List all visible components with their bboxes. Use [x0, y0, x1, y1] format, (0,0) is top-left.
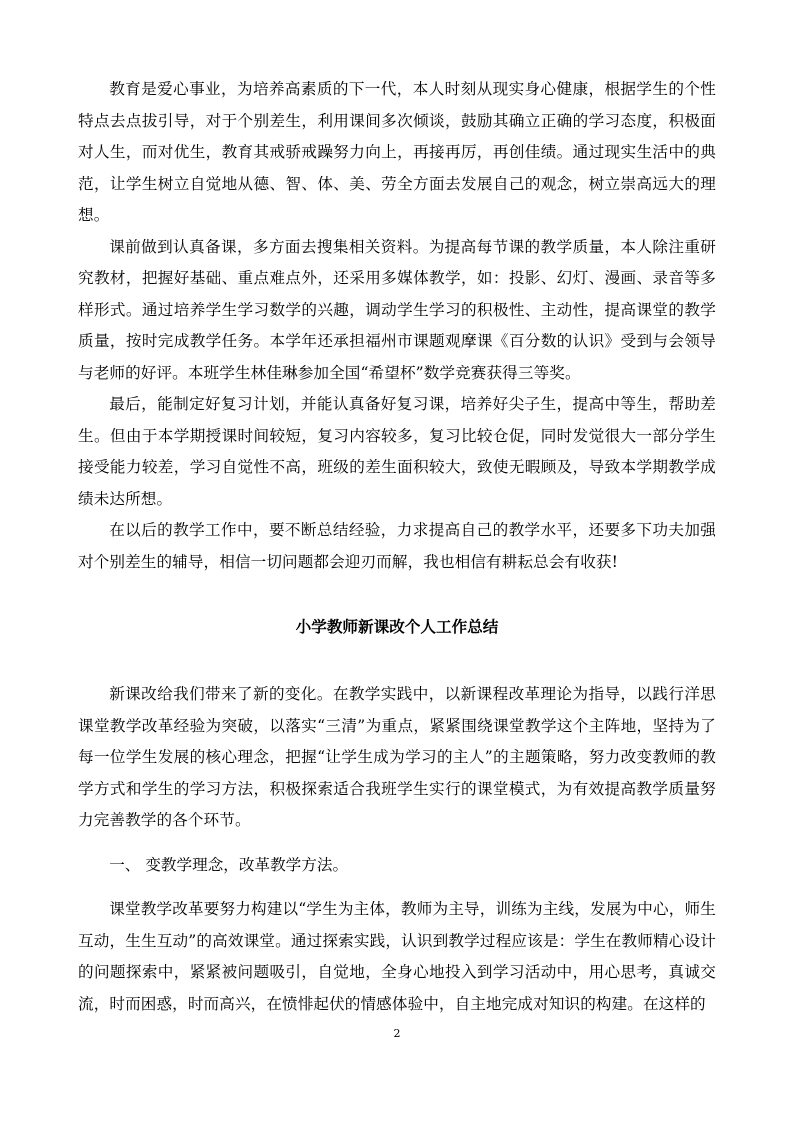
body-paragraph-3: 最后，能制定好复习计划，并能认真备好复习课，培养好尖子生，提高中等生，帮助差生。但由于本学期授课时间较短，复习内容较多，复习比较仓促，同时发觉很大一部分学生接受能力较差，学习自觉性不高，班级的差生面积较大，致使无暇顾及，导致本学期教学成绩未达所想。 — [78, 395, 716, 508]
body-paragraph-4: 在以后的教学工作中，要不断总结经验，力求提高自己的教学水平，还要多下功夫加强对个别差生的辅导，相信一切问题都会迎刃而解，我也相信有耕耘总会有收获! — [78, 521, 716, 571]
section-spacer — [78, 578, 716, 612]
last-paragraph: 课堂教学改革要努力构建以“学生为主体，教师为主导，训练为主线，发展为中心，师生互动，生生互动”的高效课堂。通过探索实践，认识到教学过程应该是：学生在教师精心设计的问题探索中，紧紧被问题吸引，自觉地，全身心地投入到学习活动中，用心思考，真诚交流，时而困惑，时而高兴，在愤悱起伏的情感体验中，自主地完成对知识的构建。在这样的 — [78, 900, 716, 1013]
intro-paragraph: 新课改给我们带来了新的变化。在教学实践中，以新课程改革理论为指导，以践行洋思课堂教学改革经验为突破，以落实“三清”为重点，紧紧围绕课堂教学这个主阵地，坚持为了每一位学生发展的核心理念，把握“让学生成为学习的主人”的主题策略，努力改变教师的教学方式和学生的学习方法，积极探索适合我班学生实行的课堂模式，为有效提高教学质量努力完善教学的各个环节。 — [78, 685, 716, 829]
subheading: 一、 变教学理念，改革教学方法。 — [109, 855, 349, 874]
body-paragraph-2: 课前做到认真备课，多方面去搜集相关资料。为提高每节课的教学质量，本人除注重研究教材，把握好基础、重点难点外，还采用多媒体教学，如：投影、幻灯、漫画、录音等多样形式。通过培养学生学习数学的兴趣，调动学生学习的积极性、主动性，提高课堂的教学质量，按时完成教学任务。本学年还承担福州市课题观摩课《百分数的认识》受到与会领导与老师的好评。本班学生林佳琳参加全国“希望杯”数学竞赛获得三等奖。 — [78, 237, 716, 382]
body-paragraph-1: 教育是爱心事业，为培养高素质的下一代，本人时刻从现实身心健康，根据学生的个性特点去点拔引导，对于个别差生，利用课间多次倾谈，鼓励其确立正确的学习态度，积极面对人生，而对优生，教育其戒骄戒躁努力向上，再接再厉，再创佳绩。通过现实生活中的典范，让学生树立自觉地从德、智、体、美、劳全方面去发展自己的观念，树立崇高远大的理想。 — [78, 80, 716, 224]
page-number: 2 — [393, 1027, 401, 1040]
subheading-spacer-bottom — [78, 881, 716, 894]
document-page — [78, 74, 716, 1020]
subheading-spacer-top — [78, 837, 716, 850]
section-title: 小学教师新课改个人工作总结 — [295, 618, 499, 636]
title-spacer — [78, 643, 716, 679]
